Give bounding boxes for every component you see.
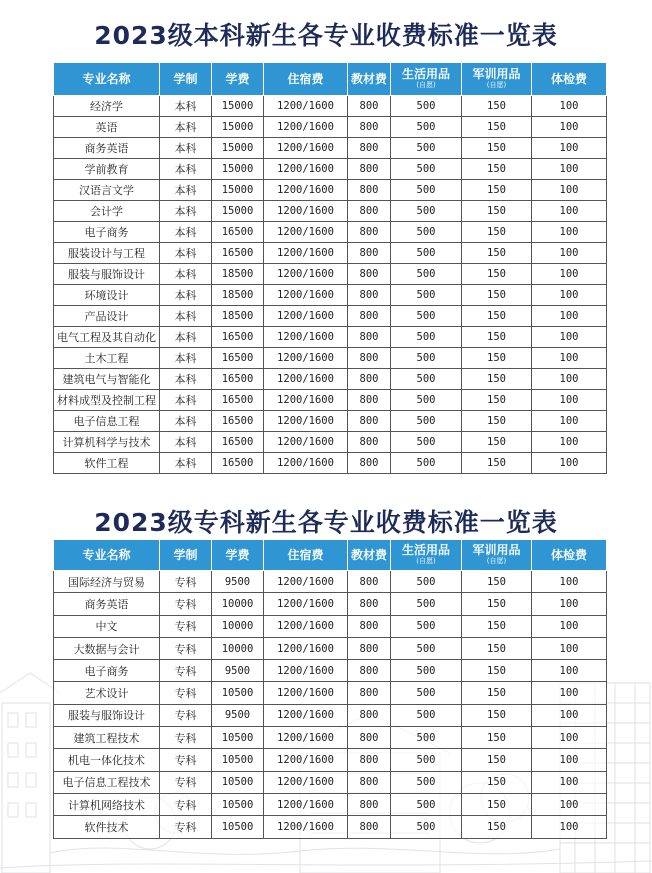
military-training-supplies-cell: 150: [462, 138, 532, 159]
military-training-supplies-cell: 150: [462, 327, 532, 348]
program-length-cell: 本科: [160, 201, 212, 222]
physical-exam-cell: 100: [532, 285, 607, 306]
tuition-cell: 15000: [212, 138, 264, 159]
program-length-cell: 专科: [160, 727, 212, 749]
military-training-supplies-cell: 150: [462, 411, 532, 432]
table-row: [54, 816, 607, 838]
junior-college-fee-rows: [54, 571, 607, 839]
undergraduate-fee-rows: [54, 96, 607, 474]
textbook-cell: 800: [348, 660, 391, 682]
tuition-cell: 10500: [212, 793, 264, 815]
major-cell: 服装与服饰设计: [54, 704, 160, 726]
daily-supplies-cell: 500: [391, 615, 462, 637]
header-tuition: 学费: [212, 540, 264, 571]
military-training-supplies-cell: 150: [462, 180, 532, 201]
military-training-supplies-cell: 150: [462, 117, 532, 138]
table-row: [54, 159, 607, 180]
physical-exam-cell: 100: [532, 138, 607, 159]
major-cell: 电气工程及其自动化: [54, 327, 160, 348]
tuition-cell: 16500: [212, 369, 264, 390]
accommodation-cell: 1200/1600: [264, 264, 348, 285]
textbook-cell: 800: [348, 793, 391, 815]
table-row: [54, 793, 607, 815]
accommodation-cell: 1200/1600: [264, 369, 348, 390]
tuition-cell: 15000: [212, 96, 264, 117]
major-cell: 软件工程: [54, 453, 160, 474]
program-length-cell: 本科: [160, 180, 212, 201]
tuition-cell: 16500: [212, 222, 264, 243]
major-cell: 电子商务: [54, 222, 160, 243]
physical-exam-cell: 100: [532, 816, 607, 838]
program-length-cell: 专科: [160, 637, 212, 659]
tuition-cell: 10500: [212, 816, 264, 838]
daily-supplies-cell: 500: [391, 138, 462, 159]
physical-exam-cell: 100: [532, 571, 607, 593]
program-length-cell: 本科: [160, 285, 212, 306]
accommodation-cell: 1200/1600: [264, 138, 348, 159]
military-training-supplies-cell: 150: [462, 749, 532, 771]
military-training-supplies-cell: 150: [462, 285, 532, 306]
tuition-cell: 9500: [212, 704, 264, 726]
military-training-supplies-cell: 150: [462, 660, 532, 682]
table-row: [54, 660, 607, 682]
undergraduate-fee-table: [53, 62, 607, 474]
textbook-cell: 800: [348, 138, 391, 159]
header-military-training-supplies: 军训用品 (自愿): [462, 63, 532, 96]
physical-exam-cell: 100: [532, 180, 607, 201]
program-length-cell: 专科: [160, 593, 212, 615]
textbook-cell: 800: [348, 96, 391, 117]
table-row: [54, 593, 607, 615]
major-cell: 国际经济与贸易: [54, 571, 160, 593]
physical-exam-cell: 100: [532, 432, 607, 453]
military-training-supplies-cell: 150: [462, 682, 532, 704]
daily-supplies-cell: 500: [391, 704, 462, 726]
table-row: [54, 180, 607, 201]
table-row: [54, 727, 607, 749]
table-row: [54, 369, 607, 390]
physical-exam-cell: 100: [532, 264, 607, 285]
table-row: [54, 222, 607, 243]
daily-supplies-cell: 500: [391, 285, 462, 306]
textbook-cell: 800: [348, 180, 391, 201]
table-row: [54, 453, 607, 474]
major-cell: 服装与服饰设计: [54, 264, 160, 285]
table-row: [54, 243, 607, 264]
header-tuition: 学费: [212, 63, 264, 96]
physical-exam-cell: 100: [532, 201, 607, 222]
undergraduate-fee-title: 2023级本科新生各专业收费标准一览表: [94, 21, 558, 50]
physical-exam-cell: 100: [532, 771, 607, 793]
military-training-supplies-cell: 150: [462, 348, 532, 369]
table-row: [54, 96, 607, 117]
accommodation-cell: 1200/1600: [264, 771, 348, 793]
textbook-cell: 800: [348, 222, 391, 243]
program-length-cell: 专科: [160, 771, 212, 793]
textbook-cell: 800: [348, 201, 391, 222]
header-program-length: 学制: [160, 540, 212, 571]
program-length-cell: 本科: [160, 264, 212, 285]
military-training-supplies-cell: 150: [462, 222, 532, 243]
physical-exam-cell: 100: [532, 369, 607, 390]
military-training-supplies-cell: 150: [462, 771, 532, 793]
accommodation-cell: 1200/1600: [264, 816, 348, 838]
major-cell: 商务英语: [54, 138, 160, 159]
program-length-cell: 专科: [160, 704, 212, 726]
daily-supplies-cell: 500: [391, 369, 462, 390]
table-row: [54, 117, 607, 138]
program-length-cell: 专科: [160, 660, 212, 682]
military-training-supplies-cell: 150: [462, 432, 532, 453]
military-training-supplies-cell: 150: [462, 571, 532, 593]
tuition-cell: 10500: [212, 682, 264, 704]
daily-supplies-cell: 500: [391, 180, 462, 201]
daily-supplies-cell: 500: [391, 771, 462, 793]
program-length-cell: 本科: [160, 453, 212, 474]
physical-exam-cell: 100: [532, 727, 607, 749]
daily-supplies-cell: 500: [391, 411, 462, 432]
daily-supplies-cell: 500: [391, 201, 462, 222]
tuition-cell: 10000: [212, 637, 264, 659]
daily-supplies-cell: 500: [391, 793, 462, 815]
textbook-cell: 800: [348, 243, 391, 264]
program-length-cell: 专科: [160, 816, 212, 838]
daily-supplies-cell: 500: [391, 159, 462, 180]
tuition-cell: 16500: [212, 453, 264, 474]
header-daily-supplies: 生活用品 (自愿): [391, 540, 462, 571]
physical-exam-cell: 100: [532, 159, 607, 180]
physical-exam-cell: 100: [532, 793, 607, 815]
header-physical-exam: 体检费: [532, 540, 607, 571]
table-row: [54, 771, 607, 793]
tuition-cell: 16500: [212, 411, 264, 432]
program-length-cell: 本科: [160, 117, 212, 138]
major-cell: 英语: [54, 117, 160, 138]
daily-supplies-cell: 500: [391, 432, 462, 453]
tuition-cell: 16500: [212, 432, 264, 453]
accommodation-cell: 1200/1600: [264, 390, 348, 411]
program-length-cell: 本科: [160, 327, 212, 348]
program-length-cell: 专科: [160, 615, 212, 637]
physical-exam-cell: 100: [532, 660, 607, 682]
table-row: [54, 615, 607, 637]
military-training-supplies-cell: 150: [462, 704, 532, 726]
physical-exam-cell: 100: [532, 411, 607, 432]
program-length-cell: 本科: [160, 306, 212, 327]
accommodation-cell: 1200/1600: [264, 348, 348, 369]
daily-supplies-cell: 500: [391, 749, 462, 771]
tuition-cell: 18500: [212, 306, 264, 327]
header-accommodation: 住宿费: [264, 540, 348, 571]
junior-college-fee-title: 2023级专科新生各专业收费标准一览表: [94, 508, 558, 537]
accommodation-cell: 1200/1600: [264, 243, 348, 264]
accommodation-cell: 1200/1600: [264, 201, 348, 222]
tuition-cell: 10000: [212, 593, 264, 615]
major-cell: 商务英语: [54, 593, 160, 615]
textbook-cell: 800: [348, 327, 391, 348]
major-cell: 建筑电气与智能化: [54, 369, 160, 390]
accommodation-cell: 1200/1600: [264, 749, 348, 771]
table-row: [54, 411, 607, 432]
program-length-cell: 本科: [160, 432, 212, 453]
table-row: [54, 637, 607, 659]
textbook-cell: 800: [348, 571, 391, 593]
table-header-row: [54, 63, 607, 96]
tuition-cell: 15000: [212, 159, 264, 180]
major-cell: 电子信息工程技术: [54, 771, 160, 793]
table-row: [54, 264, 607, 285]
major-cell: 软件技术: [54, 816, 160, 838]
tuition-cell: 15000: [212, 117, 264, 138]
military-training-supplies-cell: 150: [462, 369, 532, 390]
military-training-supplies-cell: 150: [462, 816, 532, 838]
table-row: [54, 432, 607, 453]
military-training-supplies-cell: 150: [462, 243, 532, 264]
textbook-cell: 800: [348, 749, 391, 771]
physical-exam-cell: 100: [532, 453, 607, 474]
accommodation-cell: 1200/1600: [264, 727, 348, 749]
physical-exam-cell: 100: [532, 749, 607, 771]
military-training-supplies-cell: 150: [462, 264, 532, 285]
military-training-supplies-cell: 150: [462, 159, 532, 180]
daily-supplies-cell: 500: [391, 453, 462, 474]
military-training-supplies-cell: 150: [462, 306, 532, 327]
textbook-cell: 800: [348, 771, 391, 793]
accommodation-cell: 1200/1600: [264, 96, 348, 117]
daily-supplies-cell: 500: [391, 96, 462, 117]
daily-supplies-cell: 500: [391, 593, 462, 615]
physical-exam-cell: 100: [532, 222, 607, 243]
textbook-cell: 800: [348, 369, 391, 390]
table-row: [54, 390, 607, 411]
major-cell: 建筑工程技术: [54, 727, 160, 749]
program-length-cell: 本科: [160, 96, 212, 117]
textbook-cell: 800: [348, 285, 391, 306]
military-training-supplies-cell: 150: [462, 390, 532, 411]
header-military-training-supplies: 军训用品 (自愿): [462, 540, 532, 571]
program-length-cell: 本科: [160, 369, 212, 390]
textbook-cell: 800: [348, 390, 391, 411]
header-physical-exam: 体检费: [532, 63, 607, 96]
tuition-cell: 10500: [212, 749, 264, 771]
daily-supplies-cell: 500: [391, 390, 462, 411]
daily-supplies-cell: 500: [391, 727, 462, 749]
textbook-cell: 800: [348, 411, 391, 432]
textbook-cell: 800: [348, 704, 391, 726]
physical-exam-cell: 100: [532, 243, 607, 264]
accommodation-cell: 1200/1600: [264, 327, 348, 348]
physical-exam-cell: 100: [532, 390, 607, 411]
accommodation-cell: 1200/1600: [264, 285, 348, 306]
tuition-cell: 16500: [212, 243, 264, 264]
table-row: [54, 327, 607, 348]
header-program-length: 学制: [160, 63, 212, 96]
daily-supplies-cell: 500: [391, 348, 462, 369]
daily-supplies-cell: 500: [391, 660, 462, 682]
header-major: 专业名称: [54, 540, 160, 571]
major-cell: 计算机网络技术: [54, 793, 160, 815]
accommodation-cell: 1200/1600: [264, 637, 348, 659]
daily-supplies-cell: 500: [391, 816, 462, 838]
table-header-row: [54, 540, 607, 571]
major-cell: 材料成型及控制工程: [54, 390, 160, 411]
major-cell: 服装设计与工程: [54, 243, 160, 264]
daily-supplies-cell: 500: [391, 327, 462, 348]
physical-exam-cell: 100: [532, 615, 607, 637]
program-length-cell: 本科: [160, 159, 212, 180]
textbook-cell: 800: [348, 264, 391, 285]
major-cell: 环境设计: [54, 285, 160, 306]
daily-supplies-cell: 500: [391, 222, 462, 243]
header-textbook: 教材费: [348, 540, 391, 571]
textbook-cell: 800: [348, 727, 391, 749]
textbook-cell: 800: [348, 117, 391, 138]
accommodation-cell: 1200/1600: [264, 571, 348, 593]
header-textbook: 教材费: [348, 63, 391, 96]
physical-exam-cell: 100: [532, 117, 607, 138]
accommodation-cell: 1200/1600: [264, 704, 348, 726]
table-row: [54, 138, 607, 159]
tuition-cell: 9500: [212, 660, 264, 682]
table-row: [54, 682, 607, 704]
major-cell: 电子信息工程: [54, 411, 160, 432]
textbook-cell: 800: [348, 453, 391, 474]
tuition-cell: 15000: [212, 180, 264, 201]
accommodation-cell: 1200/1600: [264, 180, 348, 201]
header-daily-supplies: 生活用品 (自愿): [391, 63, 462, 96]
tuition-cell: 16500: [212, 390, 264, 411]
table-row: [54, 749, 607, 771]
tuition-cell: 10000: [212, 615, 264, 637]
physical-exam-cell: 100: [532, 637, 607, 659]
daily-supplies-cell: 500: [391, 117, 462, 138]
daily-supplies-cell: 500: [391, 306, 462, 327]
major-cell: 机电一体化技术: [54, 749, 160, 771]
military-training-supplies-cell: 150: [462, 593, 532, 615]
military-training-supplies-cell: 150: [462, 615, 532, 637]
physical-exam-cell: 100: [532, 348, 607, 369]
physical-exam-cell: 100: [532, 704, 607, 726]
program-length-cell: 本科: [160, 390, 212, 411]
tuition-cell: 10500: [212, 771, 264, 793]
junior-college-fee-table: [53, 539, 607, 839]
table-row: [54, 201, 607, 222]
program-length-cell: 专科: [160, 682, 212, 704]
military-training-supplies-cell: 150: [462, 793, 532, 815]
program-length-cell: 本科: [160, 222, 212, 243]
tuition-cell: 15000: [212, 201, 264, 222]
accommodation-cell: 1200/1600: [264, 117, 348, 138]
daily-supplies-cell: 500: [391, 243, 462, 264]
textbook-cell: 800: [348, 348, 391, 369]
major-cell: 大数据与会计: [54, 637, 160, 659]
program-length-cell: 本科: [160, 243, 212, 264]
physical-exam-cell: 100: [532, 96, 607, 117]
tuition-cell: 18500: [212, 264, 264, 285]
table-row: [54, 285, 607, 306]
major-cell: 计算机科学与技术: [54, 432, 160, 453]
textbook-cell: 800: [348, 593, 391, 615]
physical-exam-cell: 100: [532, 593, 607, 615]
program-length-cell: 本科: [160, 411, 212, 432]
major-cell: 中文: [54, 615, 160, 637]
program-length-cell: 本科: [160, 348, 212, 369]
textbook-cell: 800: [348, 432, 391, 453]
tuition-cell: 16500: [212, 348, 264, 369]
accommodation-cell: 1200/1600: [264, 306, 348, 327]
major-cell: 汉语言文学: [54, 180, 160, 201]
daily-supplies-cell: 500: [391, 264, 462, 285]
accommodation-cell: 1200/1600: [264, 615, 348, 637]
program-length-cell: 专科: [160, 749, 212, 771]
accommodation-cell: 1200/1600: [264, 432, 348, 453]
tuition-cell: 18500: [212, 285, 264, 306]
textbook-cell: 800: [348, 816, 391, 838]
major-cell: 学前教育: [54, 159, 160, 180]
military-training-supplies-cell: 150: [462, 96, 532, 117]
accommodation-cell: 1200/1600: [264, 411, 348, 432]
table-row: [54, 348, 607, 369]
program-length-cell: 专科: [160, 571, 212, 593]
textbook-cell: 800: [348, 682, 391, 704]
major-cell: 艺术设计: [54, 682, 160, 704]
tuition-cell: 16500: [212, 327, 264, 348]
physical-exam-cell: 100: [532, 327, 607, 348]
header-accommodation: 住宿费: [264, 63, 348, 96]
major-cell: 产品设计: [54, 306, 160, 327]
program-length-cell: 专科: [160, 793, 212, 815]
accommodation-cell: 1200/1600: [264, 159, 348, 180]
military-training-supplies-cell: 150: [462, 637, 532, 659]
daily-supplies-cell: 500: [391, 637, 462, 659]
accommodation-cell: 1200/1600: [264, 682, 348, 704]
military-training-supplies-cell: 150: [462, 727, 532, 749]
textbook-cell: 800: [348, 159, 391, 180]
major-cell: 土木工程: [54, 348, 160, 369]
textbook-cell: 800: [348, 615, 391, 637]
textbook-cell: 800: [348, 637, 391, 659]
daily-supplies-cell: 500: [391, 571, 462, 593]
military-training-supplies-cell: 150: [462, 453, 532, 474]
tuition-cell: 10500: [212, 727, 264, 749]
table-row: [54, 306, 607, 327]
accommodation-cell: 1200/1600: [264, 593, 348, 615]
accommodation-cell: 1200/1600: [264, 793, 348, 815]
accommodation-cell: 1200/1600: [264, 660, 348, 682]
accommodation-cell: 1200/1600: [264, 222, 348, 243]
table-row: [54, 571, 607, 593]
major-cell: 电子商务: [54, 660, 160, 682]
program-length-cell: 本科: [160, 138, 212, 159]
physical-exam-cell: 100: [532, 682, 607, 704]
major-cell: 会计学: [54, 201, 160, 222]
accommodation-cell: 1200/1600: [264, 453, 348, 474]
physical-exam-cell: 100: [532, 306, 607, 327]
daily-supplies-cell: 500: [391, 682, 462, 704]
textbook-cell: 800: [348, 306, 391, 327]
military-training-supplies-cell: 150: [462, 201, 532, 222]
table-row: [54, 704, 607, 726]
tuition-cell: 9500: [212, 571, 264, 593]
major-cell: 经济学: [54, 96, 160, 117]
header-major: 专业名称: [54, 63, 160, 96]
